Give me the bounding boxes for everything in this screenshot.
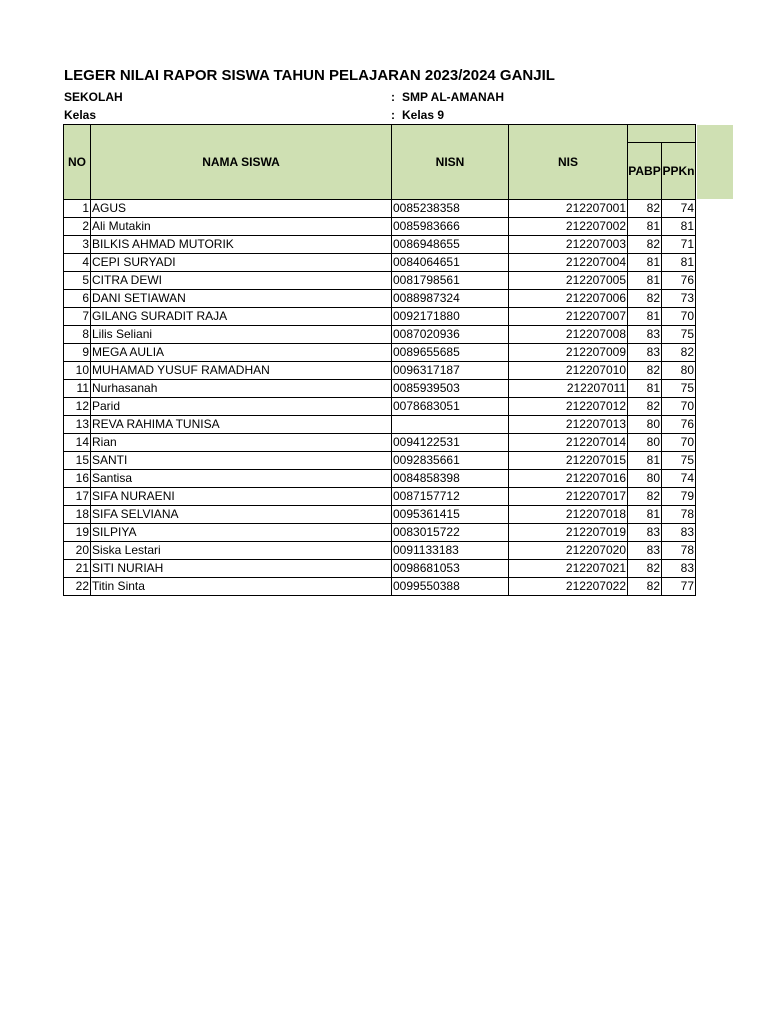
class-separator: : xyxy=(391,108,395,122)
cell-nis: 212207019 xyxy=(509,524,628,542)
table-row xyxy=(64,380,696,398)
cell-nisn: 0087157712 xyxy=(392,488,509,506)
cell-no: 2 xyxy=(64,218,91,236)
cell-nisn: 0086948655 xyxy=(392,236,509,254)
cell-pabp: 83 xyxy=(628,326,662,344)
header-nisn: NISN xyxy=(392,125,509,200)
table-row xyxy=(64,398,696,416)
cell-nis: 212207022 xyxy=(509,578,628,596)
header-ppkn: PPKn xyxy=(662,143,696,200)
cell-name: SITI NURIAH xyxy=(91,560,392,578)
cell-pabp: 83 xyxy=(628,344,662,362)
cell-nis: 212207008 xyxy=(509,326,628,344)
cell-nis: 212207021 xyxy=(509,560,628,578)
cell-name: CEPI SURYADI xyxy=(91,254,392,272)
cell-no: 19 xyxy=(64,524,91,542)
cell-ppkn: 79 xyxy=(662,488,696,506)
cell-nisn: 0099550388 xyxy=(392,578,509,596)
class-value: Kelas 9 xyxy=(402,108,445,122)
cell-pabp: 82 xyxy=(628,398,662,416)
cell-nis: 212207011 xyxy=(509,380,628,398)
table-row xyxy=(64,362,696,380)
table-row xyxy=(64,236,696,254)
cell-nisn: 0085983666 xyxy=(392,218,509,236)
cell-name: GILANG SURADIT RAJA xyxy=(91,308,392,326)
cell-nisn: 0098681053 xyxy=(392,560,509,578)
cell-pabp: 82 xyxy=(628,362,662,380)
header-subject-group xyxy=(628,125,696,143)
cell-nis: 212207017 xyxy=(509,488,628,506)
cell-ppkn: 78 xyxy=(662,506,696,524)
cell-nis: 212207013 xyxy=(509,416,628,434)
table-row xyxy=(64,578,696,596)
cell-name: SIFA SELVIANA xyxy=(91,506,392,524)
cell-nis: 212207002 xyxy=(509,218,628,236)
cell-ppkn: 83 xyxy=(662,524,696,542)
cell-pabp: 82 xyxy=(628,290,662,308)
cell-no: 6 xyxy=(64,290,91,308)
table-row xyxy=(64,560,696,578)
cell-ppkn: 70 xyxy=(662,398,696,416)
cell-name: BILKIS AHMAD MUTORIK xyxy=(91,236,392,254)
grade-table xyxy=(63,124,696,596)
cell-pabp: 80 xyxy=(628,434,662,452)
table-row xyxy=(64,200,696,218)
cell-nisn: 0094122531 xyxy=(392,434,509,452)
cell-ppkn: 74 xyxy=(662,200,696,218)
header-pabp: PABP xyxy=(628,143,662,200)
cell-pabp: 81 xyxy=(628,254,662,272)
cell-nisn: 0096317187 xyxy=(392,362,509,380)
cell-no: 18 xyxy=(64,506,91,524)
cell-name: SANTI xyxy=(91,452,392,470)
cell-nis: 212207001 xyxy=(509,200,628,218)
cell-no: 21 xyxy=(64,560,91,578)
cell-name: Lilis Seliani xyxy=(91,326,392,344)
cell-ppkn: 83 xyxy=(662,560,696,578)
cell-nisn: 0081798561 xyxy=(392,272,509,290)
document-title: LEGER NILAI RAPOR SISWA TAHUN PELAJARAN 2023/2024 GANJIL xyxy=(64,67,555,84)
school-separator: : xyxy=(391,90,395,104)
cell-nis: 212207005 xyxy=(509,272,628,290)
cell-pabp: 81 xyxy=(628,218,662,236)
cell-pabp: 82 xyxy=(628,200,662,218)
cell-pabp: 82 xyxy=(628,236,662,254)
cell-name: Parid xyxy=(91,398,392,416)
cell-no: 3 xyxy=(64,236,91,254)
table-row xyxy=(64,542,696,560)
cell-no: 16 xyxy=(64,470,91,488)
cell-nis: 212207014 xyxy=(509,434,628,452)
cell-nisn: 0089655685 xyxy=(392,344,509,362)
cell-ppkn: 81 xyxy=(662,218,696,236)
cell-ppkn: 75 xyxy=(662,452,696,470)
cell-name: CITRA DEWI xyxy=(91,272,392,290)
cell-ppkn: 73 xyxy=(662,290,696,308)
cell-nisn: 0095361415 xyxy=(392,506,509,524)
header-no: NO xyxy=(64,125,91,200)
cell-name: DANI SETIAWAN xyxy=(91,290,392,308)
cell-no: 5 xyxy=(64,272,91,290)
table-row xyxy=(64,416,696,434)
cell-no: 22 xyxy=(64,578,91,596)
cell-pabp: 80 xyxy=(628,416,662,434)
cell-nis: 212207020 xyxy=(509,542,628,560)
school-label: SEKOLAH xyxy=(64,90,123,104)
cell-pabp: 80 xyxy=(628,470,662,488)
cell-nisn: 0092835661 xyxy=(392,452,509,470)
header-fill-extension xyxy=(697,125,733,199)
cell-no: 7 xyxy=(64,308,91,326)
cell-name: SIFA NURAENI xyxy=(91,488,392,506)
cell-ppkn: 80 xyxy=(662,362,696,380)
cell-nisn: 0085238358 xyxy=(392,200,509,218)
cell-nisn: 0087020936 xyxy=(392,326,509,344)
grade-table-body xyxy=(64,200,696,596)
cell-pabp: 81 xyxy=(628,308,662,326)
cell-ppkn: 71 xyxy=(662,236,696,254)
cell-nis: 212207015 xyxy=(509,452,628,470)
table-row xyxy=(64,344,696,362)
cell-no: 1 xyxy=(64,200,91,218)
cell-nisn: 0088987324 xyxy=(392,290,509,308)
cell-name: Siska Lestari xyxy=(91,542,392,560)
cell-ppkn: 76 xyxy=(662,416,696,434)
cell-nisn xyxy=(392,416,509,434)
cell-nisn: 0091133183 xyxy=(392,542,509,560)
cell-nisn: 0092171880 xyxy=(392,308,509,326)
cell-ppkn: 75 xyxy=(662,326,696,344)
cell-no: 11 xyxy=(64,380,91,398)
cell-no: 15 xyxy=(64,452,91,470)
header-nis: NIS xyxy=(509,125,628,200)
cell-ppkn: 81 xyxy=(662,254,696,272)
table-row xyxy=(64,506,696,524)
cell-ppkn: 70 xyxy=(662,434,696,452)
cell-nis: 212207007 xyxy=(509,308,628,326)
cell-pabp: 82 xyxy=(628,560,662,578)
cell-pabp: 81 xyxy=(628,452,662,470)
table-row xyxy=(64,470,696,488)
cell-no: 20 xyxy=(64,542,91,560)
cell-nisn: 0084858398 xyxy=(392,470,509,488)
cell-pabp: 81 xyxy=(628,272,662,290)
cell-no: 14 xyxy=(64,434,91,452)
cell-nis: 212207010 xyxy=(509,362,628,380)
cell-name: Nurhasanah xyxy=(91,380,392,398)
cell-nisn: 0083015722 xyxy=(392,524,509,542)
cell-nis: 212207003 xyxy=(509,236,628,254)
cell-pabp: 83 xyxy=(628,524,662,542)
cell-no: 8 xyxy=(64,326,91,344)
cell-ppkn: 70 xyxy=(662,308,696,326)
cell-nisn: 0085939503 xyxy=(392,380,509,398)
cell-name: Titin Sinta xyxy=(91,578,392,596)
cell-pabp: 82 xyxy=(628,578,662,596)
cell-no: 9 xyxy=(64,344,91,362)
cell-pabp: 82 xyxy=(628,488,662,506)
class-label: Kelas xyxy=(64,108,97,122)
cell-no: 13 xyxy=(64,416,91,434)
cell-nis: 212207016 xyxy=(509,470,628,488)
table-row xyxy=(64,434,696,452)
cell-name: Ali Mutakin xyxy=(91,218,392,236)
cell-ppkn: 78 xyxy=(662,542,696,560)
cell-ppkn: 76 xyxy=(662,272,696,290)
cell-name: MEGA AULIA xyxy=(91,344,392,362)
table-row xyxy=(64,452,696,470)
cell-pabp: 83 xyxy=(628,542,662,560)
cell-name: MUHAMAD YUSUF RAMADHAN xyxy=(91,362,392,380)
cell-no: 17 xyxy=(64,488,91,506)
cell-nisn: 0078683051 xyxy=(392,398,509,416)
cell-name: Santisa xyxy=(91,470,392,488)
cell-nis: 212207006 xyxy=(509,290,628,308)
table-row xyxy=(64,254,696,272)
cell-ppkn: 82 xyxy=(662,344,696,362)
table-row xyxy=(64,272,696,290)
cell-ppkn: 77 xyxy=(662,578,696,596)
cell-pabp: 81 xyxy=(628,506,662,524)
table-row xyxy=(64,524,696,542)
cell-name: AGUS xyxy=(91,200,392,218)
table-row xyxy=(64,290,696,308)
table-row xyxy=(64,326,696,344)
cell-name: SILPIYA xyxy=(91,524,392,542)
cell-nis: 212207012 xyxy=(509,398,628,416)
cell-nis: 212207018 xyxy=(509,506,628,524)
cell-no: 4 xyxy=(64,254,91,272)
cell-nis: 212207009 xyxy=(509,344,628,362)
header-name: NAMA SISWA xyxy=(91,125,392,200)
cell-nis: 212207004 xyxy=(509,254,628,272)
cell-ppkn: 74 xyxy=(662,470,696,488)
cell-name: Rian xyxy=(91,434,392,452)
cell-name: REVA RAHIMA TUNISA xyxy=(91,416,392,434)
cell-pabp: 81 xyxy=(628,380,662,398)
table-row xyxy=(64,488,696,506)
school-value: SMP AL-AMANAH xyxy=(402,90,504,104)
cell-no: 12 xyxy=(64,398,91,416)
cell-ppkn: 75 xyxy=(662,380,696,398)
cell-nisn: 0084064651 xyxy=(392,254,509,272)
table-row xyxy=(64,218,696,236)
table-row xyxy=(64,308,696,326)
cell-no: 10 xyxy=(64,362,91,380)
